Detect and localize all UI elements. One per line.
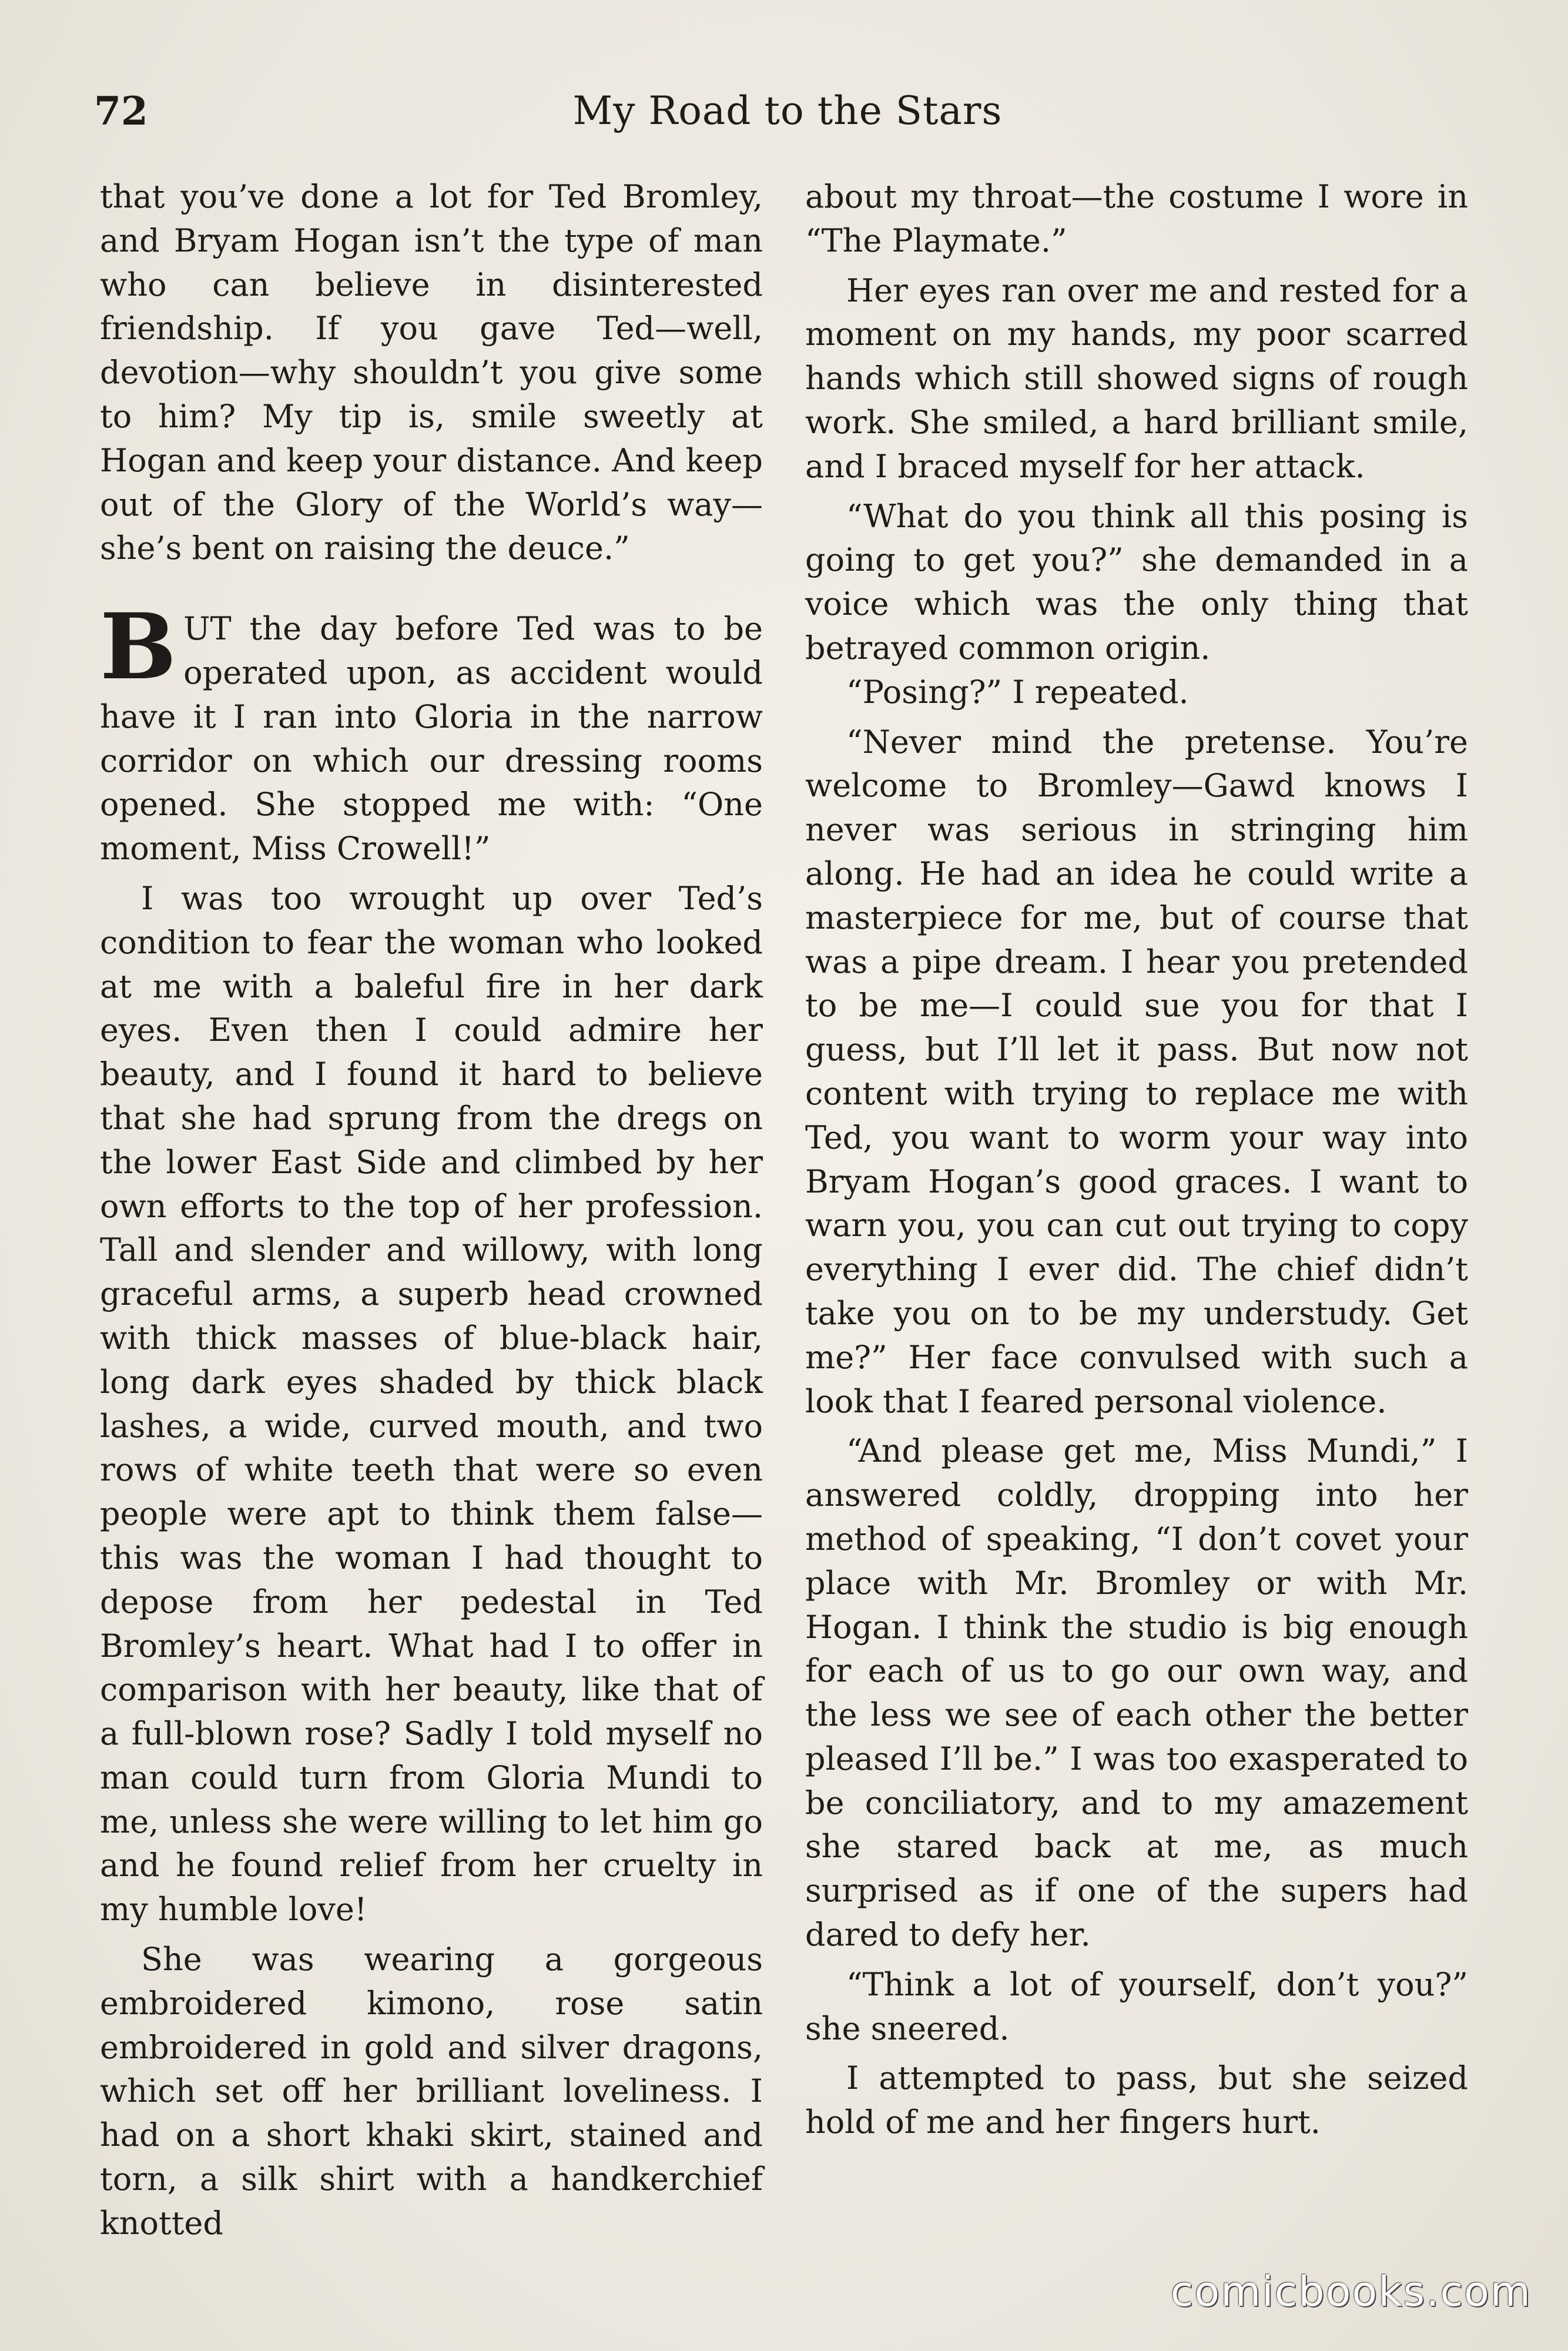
paragraph: “Never mind the pretense. You’re welcome to Bromley—Gawd knows I never was serious in stringing him along. He had an idea he could write a masterpiece for me, but of course that was a pipe dream. I hear you pretended to be me—I could sue you for that I guess, but I’ll let it pass. But now not content with trying to replace me with Ted, you want to worm your way into Bryam Hogan’s good graces. I want to warn you, you can cut out trying to copy everything I ever did. The chief didn’t take you on to be my understudy. Get me?” Her face convulsed with such a look that I feared personal violence.: [805, 723, 1468, 1420]
paragraph: “Posing?” I repeated.: [846, 673, 1189, 711]
right-column: [805, 175, 1468, 2145]
paragraph-text: UT the day before Ted was to be operated upon, as accident would have it I ran into Gloria in the narrow corridor on which our dressing rooms opened. She stopped me with: “One moment, Miss Crowell!”: [100, 610, 763, 868]
paragraph: “And please get me, Miss Mundi,” I answered coldly, dropping into her method of speaking, “I don’t covet your place with Mr. Bromley or with Mr. Hogan. I think the studio is big enough for each of us to go our own way, and the less we see of each other the better pleased I’ll be.” I was too exasperated to be conciliatory, and to my amazement she stared back at me, as much surprised as if one of the supers had dared to defy her.: [805, 1432, 1468, 1954]
drop-cap: B: [100, 594, 177, 701]
running-title: My Road to the Stars: [572, 88, 1003, 133]
site-watermark: comicbooks.com: [1170, 2268, 1532, 2316]
paragraph: about my throat—the costume I wore in “The Playmate.”: [805, 178, 1468, 259]
paragraph: that you’ve done a lot for Ted Bromley, and Bryam Hogan isn’t the type of man who can believe in disinterested friendship. If you gave Ted—well, devotion—why shouldn’t you give some to him? My tip is, smile sweetly at Hogan and keep your distance. And keep out of the Glory of the World’s way—she’s bent on raising the deuce.”: [100, 178, 763, 567]
paragraph: I was too wrought up over Ted’s condition to fear the woman who looked at me with a baleful fire in her dark eyes. Even then I could admire her beauty, and I found it hard to believe that she had sprung from the dregs on the lower East Side and climbed by her own efforts to the top of her profession. Tall and slender and willowy, with long graceful arms, a superb head crowned with thick masses of blue-black hair, long dark eyes shaded by thick black lashes, a wide, curved mouth, and two rows of white teeth that were so even people were apt to think them false—this was the woman I had thought to depose from her pedestal in Ted Bromley’s heart. What had I to offer in comparison with her beauty, like that of a full-blown rose? Sadly I told myself no man could turn from Gloria Mundi to me, unless she were willing to let him go and he found relief from her cruelty in my humble love!: [100, 879, 763, 1928]
paragraph-with-dropcap: [100, 594, 763, 871]
page-header: [94, 88, 1481, 153]
paragraph: I attempted to pass, but she seized hold of me and her fingers hurt.: [805, 2059, 1468, 2141]
paragraph: “Think a lot of yourself, don’t you?” she sneered.: [805, 1965, 1468, 2047]
paragraph: “What do you think all this posing is going to get you?” she demanded in a voice which was the only thing that betrayed common origin.: [805, 497, 1468, 667]
left-column: [100, 175, 763, 2246]
paragraph: Her eyes ran over me and rested for a moment on my hands, my poor scarred hands which still showed signs of rough work. She smiled, a hard brilliant smile, and I braced myself for her attack.: [805, 272, 1468, 485]
page-number: 72: [94, 88, 148, 134]
paragraph: She was wearing a gorgeous embroidered kimono, rose satin embroidered in gold and silver dragons, which set off her brilliant loveliness. I had on a short khaki skirt, stained and torn, a silk shirt with a handkerchief knotted: [100, 1941, 763, 2242]
